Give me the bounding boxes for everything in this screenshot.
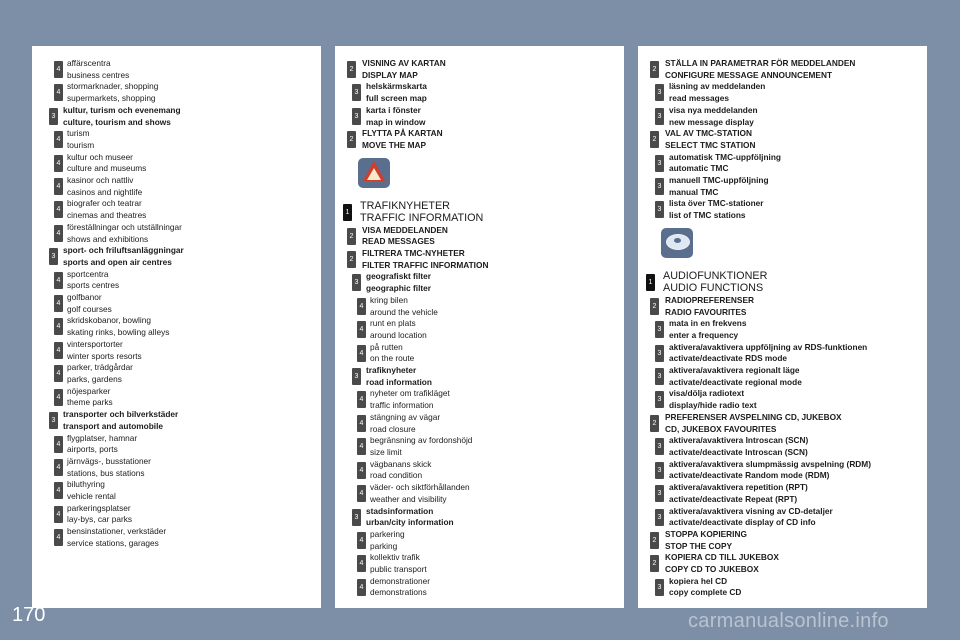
entry-swedish: STOPPA KOPIERING [665, 528, 747, 539]
entry-english: activate/deactivate RDS mode [669, 353, 788, 364]
entry-english: skating rinks, bowling alleys [67, 327, 170, 338]
level-badge: 4 [54, 342, 63, 359]
entry-swedish: automatisk TMC-uppföljning [669, 151, 781, 162]
entry-swedish: trafiknyheter [366, 365, 417, 376]
entry-swedish: mata in en frekvens [669, 318, 747, 329]
entry-english: geographic filter [366, 283, 432, 294]
entry-english: theme parks [67, 397, 113, 408]
entry-swedish: helskärmskarta [366, 81, 427, 92]
menu-entry [335, 128, 624, 151]
level-badge: 3 [655, 509, 664, 526]
menu-entry [32, 362, 321, 385]
menu-entry [335, 248, 624, 271]
entry-swedish: nyheter om trafikläget [370, 388, 450, 399]
entry-english: activate/deactivate Repeat (RPT) [669, 493, 798, 504]
menu-entry [638, 342, 927, 365]
entry-swedish: VISA MEDDELANDEN [362, 224, 448, 235]
menu-entry [32, 105, 321, 128]
entry-english: business centres [67, 69, 130, 80]
entry-swedish: aktivera/avaktivera uppföljning av RDS-funktionen [669, 341, 868, 352]
entry-english: map in window [366, 116, 426, 127]
entry-swedish: sportcentra [67, 268, 109, 279]
traffic-warning-icon [335, 152, 624, 196]
entry-swedish: kultur och museer [67, 151, 133, 162]
level-badge: 2 [650, 298, 659, 315]
level-badge: 2 [347, 61, 356, 78]
menu-entry [335, 482, 624, 505]
entry-english: full screen map [366, 93, 427, 104]
menu-entry [32, 152, 321, 175]
menu-entry [638, 412, 927, 435]
entry-swedish: transporter och bilverkstäder [63, 409, 179, 420]
level-badge: 4 [54, 436, 63, 453]
entry-english: traffic information [370, 400, 434, 411]
entry-swedish: nöjesparker [67, 385, 111, 396]
level-badge: 4 [54, 295, 63, 312]
menu-entry [638, 128, 927, 151]
entry-swedish: parker, trädgårdar [67, 362, 133, 373]
entry-swedish: kring bilen [370, 294, 408, 305]
level-badge: 4 [357, 321, 366, 338]
entry-english: new message display [669, 116, 754, 127]
entry-swedish: stormarknader, shopping [67, 81, 159, 92]
entry-english: size limit [370, 446, 402, 457]
menu-entry [335, 552, 624, 575]
level-badge: 4 [357, 462, 366, 479]
level-badge: 2 [650, 61, 659, 78]
menu-entry [32, 222, 321, 245]
entry-english: activate/deactivate display of CD info [669, 517, 816, 528]
entry-swedish: aktivera/avaktivera slumpmässig avspelning (RDM) [669, 458, 871, 469]
level-badge: 4 [54, 201, 63, 218]
menu-entry [638, 365, 927, 388]
menu-entry [32, 245, 321, 268]
level-badge: 3 [655, 579, 664, 596]
menu-entry [32, 269, 321, 292]
level-badge: 4 [357, 579, 366, 596]
menu-entry [335, 225, 624, 248]
level-badge: 3 [49, 108, 58, 125]
entry-english: transport and automobile [63, 420, 164, 431]
menu-entry [638, 576, 927, 599]
level-badge: 4 [54, 529, 63, 546]
entry-swedish: vägbanans skick [370, 458, 432, 469]
level-badge: 3 [49, 248, 58, 265]
entry-swedish: kasinor och nattliv [67, 175, 134, 186]
entry-english: parking [370, 540, 398, 551]
menu-entry [638, 58, 927, 81]
entry-swedish: aktivera/avaktivera regionalt läge [669, 365, 800, 376]
entry-english: airports, ports [67, 444, 118, 455]
level-badge: 4 [54, 131, 63, 148]
entry-english: casinos and nightlife [67, 186, 143, 197]
level-badge: 2 [347, 228, 356, 245]
level-badge: 4 [54, 84, 63, 101]
level-badge: 3 [655, 438, 664, 455]
entry-swedish: AUDIOFUNKTIONER [663, 269, 768, 282]
entry-english: around the vehicle [370, 306, 438, 317]
entry-swedish: FLYTTA PÅ KARTAN [362, 128, 443, 139]
entry-english: CD, JUKEBOX FAVOURITES [665, 423, 777, 434]
section-heading [335, 200, 624, 224]
menu-entry [335, 105, 624, 128]
menu-entry [335, 576, 624, 599]
menu-entry [638, 552, 927, 575]
menu-entry [32, 128, 321, 151]
level-badge: 4 [54, 155, 63, 172]
entry-swedish: karta i fönster [366, 104, 421, 115]
level-badge: 4 [357, 555, 366, 572]
menu-entry [335, 506, 624, 529]
level-badge: 3 [352, 368, 361, 385]
entry-english: enter a frequency [669, 329, 739, 340]
entry-swedish: aktivera/avaktivera Introscan (SCN) [669, 435, 809, 446]
menu-entry [32, 81, 321, 104]
entry-english: urban/city information [366, 517, 454, 528]
level-badge: 3 [655, 391, 664, 408]
level-badge: 3 [655, 84, 664, 101]
level-badge: 2 [347, 131, 356, 148]
entry-swedish: VAL AV TMC-STATION [665, 128, 752, 139]
entry-swedish: manuell TMC-uppföljning [669, 175, 769, 186]
level-badge: 4 [54, 459, 63, 476]
menu-entry [32, 456, 321, 479]
entry-swedish: STÄLLA IN PARAMETRAR FÖR MEDDELANDEN [665, 58, 856, 68]
entry-english: road information [366, 376, 432, 387]
entry-english: vehicle rental [67, 491, 116, 502]
entry-english: display/hide radio text [669, 400, 757, 411]
entry-swedish: föreställningar och utställningar [67, 221, 182, 232]
entry-swedish: VISNING AV KARTAN [362, 58, 446, 68]
menu-entry [638, 506, 927, 529]
menu-entry [638, 482, 927, 505]
entry-english: FILTER TRAFFIC INFORMATION [362, 259, 489, 270]
menu-entry [638, 529, 927, 552]
entry-swedish: biluthyring [67, 479, 105, 490]
entry-english: service stations, garages [67, 537, 159, 548]
level-badge: 4 [54, 482, 63, 499]
level-badge: 4 [54, 61, 63, 78]
level-badge: 2 [650, 415, 659, 432]
entry-english: MOVE THE MAP [362, 139, 427, 150]
menu-entry [638, 295, 927, 318]
menu-entry [335, 459, 624, 482]
menu-entry [335, 295, 624, 318]
audio-cd-icon [638, 222, 927, 266]
entry-english: shows and exhibitions [67, 233, 149, 244]
entry-swedish: på rutten [370, 341, 403, 352]
menu-entry [335, 365, 624, 388]
entry-swedish: FILTRERA TMC-NYHETER [362, 248, 465, 259]
entry-english: road closure [370, 423, 416, 434]
level-badge: 3 [655, 108, 664, 125]
entry-swedish: kollektiv trafik [370, 552, 420, 563]
menu-entry [335, 81, 624, 104]
menu-entry [32, 315, 321, 338]
entry-english: READ MESSAGES [362, 236, 435, 247]
entry-swedish: parkering [370, 528, 405, 539]
menu-entry [32, 479, 321, 502]
entry-english: sports centres [67, 280, 120, 291]
level-badge: 3 [655, 345, 664, 362]
level-badge: 3 [655, 462, 664, 479]
menu-entry [638, 318, 927, 341]
menu-entry [32, 526, 321, 549]
entry-english: STOP THE COPY [665, 540, 733, 551]
entry-english: weather and visibility [370, 493, 447, 504]
entry-english: lay-bys, car parks [67, 514, 133, 525]
entry-swedish: geografiskt filter [366, 271, 432, 282]
level-badge: 4 [54, 225, 63, 242]
menu-entry [335, 435, 624, 458]
entry-swedish: parkeringsplatser [67, 502, 131, 513]
entry-swedish: biografer och teatrar [67, 198, 142, 209]
entry-swedish: turism [67, 128, 90, 139]
level-badge: 3 [655, 485, 664, 502]
level-badge: 2 [347, 251, 356, 268]
level-badge: 3 [655, 155, 664, 172]
menu-entry [638, 175, 927, 198]
menu-entry [638, 152, 927, 175]
level-badge: 3 [655, 368, 664, 385]
level-badge: 3 [352, 84, 361, 101]
entry-swedish: skridskobanor, bowling [67, 315, 151, 326]
level-badge: 1 [646, 274, 655, 291]
entry-swedish: sport- och friluftsanläggningar [63, 245, 184, 256]
entry-swedish: KOPIERA CD TILL JUKEBOX [665, 552, 779, 563]
entry-swedish: vintersportorter [67, 338, 123, 349]
entry-english: golf courses [67, 303, 112, 314]
page-number: 170 [12, 604, 46, 626]
entry-swedish: RADIOPREFERENSER [665, 294, 754, 305]
entry-swedish: golfbanor [67, 292, 102, 303]
level-badge: 4 [357, 532, 366, 549]
entry-english: CONFIGURE MESSAGE ANNOUNCEMENT [665, 69, 833, 80]
menu-entry [638, 198, 927, 221]
entry-english: automatic TMC [669, 163, 729, 174]
level-badge: 4 [357, 345, 366, 362]
level-badge: 4 [54, 389, 63, 406]
entry-english: public transport [370, 564, 427, 575]
menu-entry [32, 409, 321, 432]
menu-column-right [638, 46, 927, 608]
menu-entry [335, 58, 624, 81]
level-badge: 1 [343, 204, 352, 221]
entry-swedish: lista över TMC-stationer [669, 198, 764, 209]
entry-swedish: affärscentra [67, 58, 111, 68]
menu-entry [335, 412, 624, 435]
level-badge: 3 [655, 321, 664, 338]
entry-english: read messages [669, 93, 729, 104]
menu-entry [335, 271, 624, 294]
entry-english: cinemas and theatres [67, 210, 147, 221]
level-badge: 4 [357, 438, 366, 455]
entry-english: around location [370, 329, 427, 340]
watermark: carmanualsonline.info [688, 610, 889, 632]
entry-english: activate/deactivate Introscan (SCN) [669, 446, 808, 457]
entry-english: activate/deactivate Random mode (RDM) [669, 470, 830, 481]
entry-english: demonstrations [370, 587, 427, 598]
entry-english: stations, bus stations [67, 467, 145, 478]
level-badge: 4 [357, 391, 366, 408]
entry-swedish: järnvägs-, busstationer [67, 455, 151, 466]
level-badge: 4 [54, 272, 63, 289]
entry-english: COPY CD TO JUKEBOX [665, 564, 759, 575]
menu-entry [32, 339, 321, 362]
menu-entry [32, 386, 321, 409]
menu-entry [32, 58, 321, 81]
entry-english: culture and museums [67, 163, 147, 174]
entry-swedish: begränsning av fordonshöjd [370, 435, 473, 446]
menu-entry [335, 388, 624, 411]
level-badge: 3 [352, 509, 361, 526]
menu-entry [638, 388, 927, 411]
menu-entry [32, 503, 321, 526]
level-badge: 4 [357, 415, 366, 432]
entry-english: list of TMC stations [669, 210, 746, 221]
level-badge: 3 [352, 274, 361, 291]
entry-english: winter sports resorts [67, 350, 142, 361]
entry-swedish: visa nya meddelanden [669, 104, 758, 115]
entry-swedish: aktivera/avaktivera repetition (RPT) [669, 482, 808, 493]
entry-swedish: TRAFIKNYHETER [360, 199, 450, 212]
menu-entry [638, 459, 927, 482]
entry-swedish: aktivera/avaktivera visning av CD-detaljer [669, 505, 833, 516]
entry-swedish: väder- och siktförhållanden [370, 482, 470, 493]
level-badge: 3 [655, 178, 664, 195]
section-heading [638, 270, 927, 294]
entry-swedish: läsning av meddelanden [669, 81, 766, 92]
level-badge: 2 [650, 131, 659, 148]
level-badge: 4 [54, 506, 63, 523]
entry-swedish: runt en plats [370, 318, 416, 329]
level-badge: 4 [54, 318, 63, 335]
entry-swedish: bensinstationer, verkstäder [67, 526, 167, 537]
menu-entry [32, 433, 321, 456]
entry-swedish: visa/dölja radiotext [669, 388, 745, 399]
level-badge: 4 [357, 485, 366, 502]
entry-english: on the route [370, 353, 415, 364]
entry-swedish: flygplatser, hamnar [67, 432, 138, 443]
entry-english: supermarkets, shopping [67, 93, 156, 104]
entry-english: activate/deactivate regional mode [669, 376, 802, 387]
entry-english: TRAFFIC INFORMATION [360, 211, 484, 224]
entry-english: RADIO FAVOURITES [665, 306, 747, 317]
entry-swedish: PREFERENSER AVSPELNING CD, JUKEBOX [665, 411, 842, 422]
menu-column-left [32, 46, 321, 608]
entry-english: DISPLAY MAP [362, 69, 418, 80]
menu-entry [335, 342, 624, 365]
entry-swedish: stadsinformation [366, 505, 434, 516]
entry-english: culture, tourism and shows [63, 116, 171, 127]
level-badge: 4 [357, 298, 366, 315]
entry-english: SELECT TMC STATION [665, 139, 756, 150]
entry-swedish: stängning av vägar [370, 411, 441, 422]
menu-entry [32, 175, 321, 198]
menu-entry [638, 105, 927, 128]
entry-english: copy complete CD [669, 587, 742, 598]
level-badge: 2 [650, 555, 659, 572]
level-badge: 2 [650, 532, 659, 549]
entry-swedish: kopiera hel CD [669, 575, 728, 586]
menu-entry [335, 318, 624, 341]
menu-entry [638, 81, 927, 104]
menu-entry [638, 435, 927, 458]
entry-english: manual TMC [669, 186, 719, 197]
entry-english: sports and open air centres [63, 256, 172, 267]
menu-entry [335, 529, 624, 552]
menu-entry [32, 198, 321, 221]
entry-swedish: kultur, turism och evenemang [63, 104, 181, 115]
entry-english: road condition [370, 470, 423, 481]
menu-entry [32, 292, 321, 315]
level-badge: 3 [49, 412, 58, 429]
level-badge: 3 [352, 108, 361, 125]
menu-column-middle [335, 46, 624, 608]
level-badge: 4 [54, 365, 63, 382]
entry-swedish: demonstrationer [370, 575, 430, 586]
entry-english: AUDIO FUNCTIONS [663, 281, 764, 294]
level-badge: 4 [54, 178, 63, 195]
entry-english: parks, gardens [67, 373, 122, 384]
entry-english: tourism [67, 139, 95, 150]
level-badge: 3 [655, 201, 664, 218]
